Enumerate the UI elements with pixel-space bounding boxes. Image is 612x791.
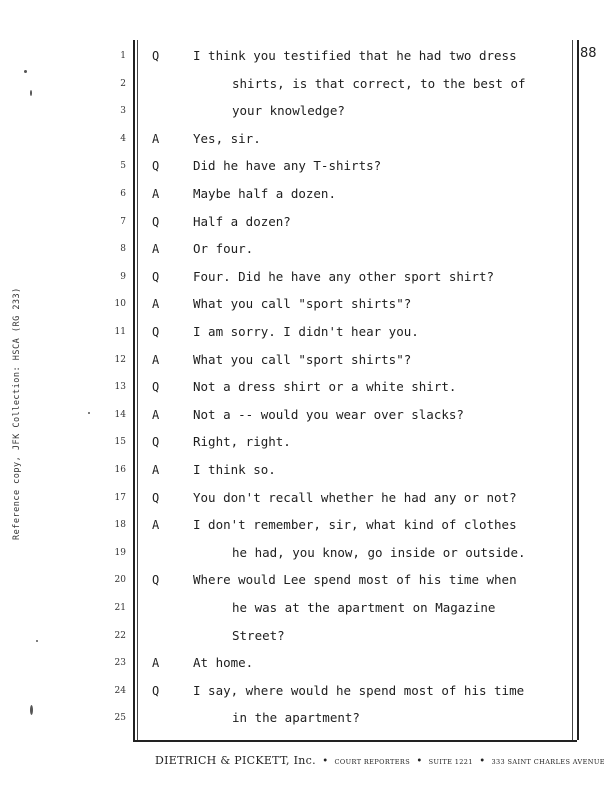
speaker-label: A	[152, 407, 160, 422]
speaker-label: A	[152, 352, 160, 367]
transcript-line-text: What you call "sport shirts"?	[193, 351, 412, 367]
speaker-label: Q	[152, 214, 160, 229]
speaker-label: A	[152, 131, 160, 146]
transcript-line-text: I think so.	[193, 462, 276, 477]
speaker-label: Q	[152, 49, 160, 63]
footer-service: COURT REPORTERS	[334, 758, 411, 766]
transcript-line-text: your knowledge?	[232, 103, 345, 119]
line-number: 6	[120, 189, 126, 199]
speaker-label: A	[152, 463, 160, 477]
transcript-line-text: he was at the apartment on Magazine	[232, 600, 496, 615]
speaker-label: A	[152, 242, 160, 257]
transcript-line-text: Not a -- would you wear over slacks?	[193, 406, 464, 422]
transcript-line-text: I say, where would he spend most of his time	[193, 682, 525, 698]
footer-firm: DIETRICH & PICKETT, Inc.	[155, 754, 316, 767]
speaker-label: Q	[152, 573, 160, 588]
line-number: 24	[114, 685, 126, 696]
transcript-line-text: Half a dozen?	[193, 213, 291, 229]
line-number: 18	[114, 520, 126, 531]
transcript-line-text: he had, you know, go inside or outside.	[232, 544, 526, 560]
line-number: 19	[114, 547, 126, 558]
footer: DIETRICH & PICKETT, Inc. • COURT REPORTERS • SUITE 1221 • 333 SAINT CHARLES AVENUE	[155, 754, 605, 767]
line-number: 16	[114, 465, 126, 475]
line-number: 10	[114, 299, 126, 310]
bottom-rule	[133, 740, 577, 742]
transcript-line-text: shirts, is that correct, to the best of	[232, 75, 526, 91]
speaker-label: Q	[152, 159, 160, 174]
transcript-line-text: Not a dress shirt or a white shirt.	[193, 379, 457, 395]
speaker-label: Q	[152, 380, 160, 395]
page-number: 88	[580, 46, 597, 61]
line-number: 20	[114, 575, 126, 586]
scan-speck	[88, 412, 90, 414]
transcript-line-text: Street?	[232, 627, 285, 643]
line-number: 4	[120, 133, 126, 144]
transcript-line-text: Did he have any T-shirts?	[193, 158, 382, 174]
line-number: 23	[114, 658, 126, 669]
speaker-label: Q	[152, 490, 160, 505]
line-number: 11	[114, 327, 126, 337]
speaker-label: A	[152, 656, 160, 671]
line-number: 5	[120, 161, 126, 172]
line-number: 7	[120, 216, 126, 227]
line-number: 2	[120, 78, 126, 89]
line-number: 15	[114, 437, 126, 448]
transcript-line-text: I think you testified that he had two dress	[193, 48, 517, 63]
speaker-label: A	[152, 187, 160, 201]
transcript-line-text: I don't remember, sir, what kind of clothes	[193, 517, 517, 533]
line-number: 8	[120, 244, 126, 255]
scan-speck	[30, 705, 33, 715]
transcript-line-text: You don't recall whether he had any or not?	[193, 489, 517, 505]
line-number: 1	[120, 51, 126, 61]
line-number: 3	[120, 106, 126, 117]
line-number: 17	[114, 492, 126, 503]
footer-address: 333 SAINT CHARLES AVENUE	[491, 758, 605, 766]
speaker-label: Q	[152, 435, 160, 450]
line-number: 9	[120, 271, 126, 282]
scan-speck	[30, 90, 32, 96]
speaker-label: A	[152, 297, 160, 312]
speaker-label: Q	[152, 683, 160, 698]
footer-suite: SUITE 1221	[428, 758, 473, 766]
scan-speck	[24, 70, 27, 73]
transcript-line-text: in the apartment?	[232, 710, 360, 726]
speaker-label: Q	[152, 269, 160, 284]
transcript-line-text: Right, right.	[193, 434, 291, 450]
line-number: 22	[114, 630, 126, 641]
transcript-line-text: At home.	[193, 655, 254, 671]
line-number: 13	[114, 382, 126, 393]
speaker-label: Q	[152, 325, 160, 339]
line-number: 12	[114, 354, 126, 365]
transcript-line-text: Maybe half a dozen.	[193, 186, 336, 201]
transcript-line-text: What you call "sport shirts"?	[193, 296, 412, 312]
transcript-line-text: Yes, sir.	[193, 130, 261, 146]
line-number: 14	[114, 409, 126, 420]
transcript-line-text: I am sorry. I didn't hear you.	[193, 324, 419, 339]
transcript-line-text: Or four.	[193, 241, 254, 257]
line-number: 25	[114, 713, 126, 724]
scan-speck	[36, 640, 38, 642]
speaker-label: A	[152, 518, 160, 533]
transcript-line-text: Four. Did he have any other sport shirt?	[193, 268, 495, 284]
line-number: 21	[114, 603, 126, 613]
transcript-line-text: Where would Lee spend most of his time when	[193, 572, 517, 588]
side-stamp: Reference copy, JFK Collection: HSCA (RG 233)	[12, 287, 22, 540]
